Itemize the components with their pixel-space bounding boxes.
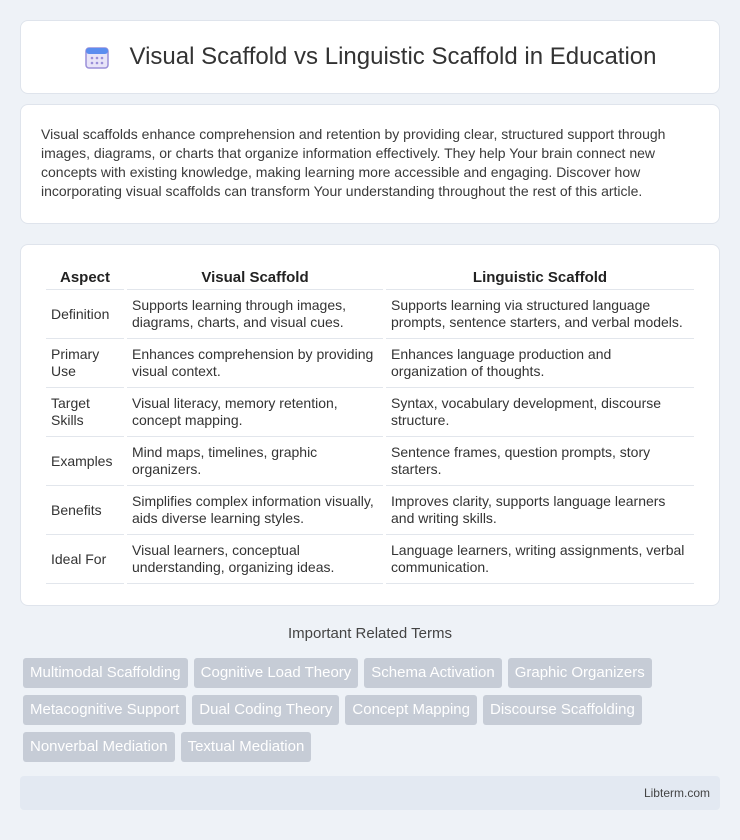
row-aspect: Target Skills <box>46 388 124 437</box>
related-term-tag[interactable]: Metacognitive Support <box>23 695 186 725</box>
related-term-tag[interactable]: Discourse Scaffolding <box>483 695 642 725</box>
row-linguistic: Enhances language production and organization of thoughts. <box>386 339 694 388</box>
row-aspect: Primary Use <box>46 339 124 388</box>
row-visual: Mind maps, timelines, graphic organizers. <box>127 437 383 486</box>
row-aspect: Benefits <box>46 486 124 535</box>
table-row <box>46 486 694 535</box>
related-term-tag[interactable]: Dual Coding Theory <box>192 695 339 725</box>
row-visual: Simplifies complex information visually, aids diverse learning styles. <box>127 486 383 535</box>
row-aspect: Examples <box>46 437 124 486</box>
row-visual: Supports learning through images, diagrams, charts, and visual cues. <box>127 290 383 339</box>
table-row <box>46 437 694 486</box>
page-header <box>20 20 720 94</box>
row-aspect: Definition <box>46 290 124 339</box>
related-term-tag[interactable]: Concept Mapping <box>345 695 477 725</box>
comparison-table <box>43 265 697 584</box>
row-linguistic: Sentence frames, question prompts, story starters. <box>386 437 694 486</box>
related-term-tag[interactable]: Schema Activation <box>364 658 501 688</box>
comparison-card <box>20 244 720 606</box>
footer-site-link[interactable]: Libterm.com <box>643 786 710 800</box>
related-terms-list <box>23 658 713 769</box>
table-row <box>46 290 694 339</box>
row-linguistic: Supports learning via structured language prompts, sentence starters, and verbal models. <box>386 290 694 339</box>
row-linguistic: Syntax, vocabulary development, discourse structure. <box>386 388 694 437</box>
page-title: Visual Scaffold vs Linguistic Scaffold in Education <box>129 43 657 70</box>
row-linguistic: Language learners, writing assignments, verbal communication. <box>386 535 694 584</box>
table-row <box>46 339 694 388</box>
row-visual: Enhances comprehension by providing visual context. <box>127 339 383 388</box>
related-term-tag[interactable]: Cognitive Load Theory <box>194 658 359 688</box>
table-header-row <box>46 265 694 290</box>
header-linguistic: Linguistic Scaffold <box>386 265 694 290</box>
related-term-tag[interactable]: Textual Mediation <box>181 732 312 762</box>
row-visual: Visual learners, conceptual understanding, organizing ideas. <box>127 535 383 584</box>
calendar-icon <box>84 44 110 70</box>
intro-paragraph: Visual scaffolds enhance comprehension and retention by providing clear, structured support through images, diagrams, or charts that organize information effectively. They help Your brain connect new concepts with existing knowledge, making learning more accessible and engaging. Discover how incorporating visual scaffolds can transform Your understanding throughout the rest of this article. <box>20 104 720 224</box>
table-row <box>46 535 694 584</box>
row-aspect: Ideal For <box>46 535 124 584</box>
related-terms-title: Important Related Terms <box>288 625 452 642</box>
related-term-tag[interactable]: Multimodal Scaffolding <box>23 658 188 688</box>
footer <box>20 776 720 810</box>
row-visual: Visual literacy, memory retention, concept mapping. <box>127 388 383 437</box>
table-row <box>46 388 694 437</box>
row-linguistic: Improves clarity, supports language learners and writing skills. <box>386 486 694 535</box>
header-aspect: Aspect <box>46 265 124 290</box>
related-term-tag[interactable]: Graphic Organizers <box>508 658 652 688</box>
header-visual: Visual Scaffold <box>127 265 383 290</box>
related-term-tag[interactable]: Nonverbal Mediation <box>23 732 175 762</box>
